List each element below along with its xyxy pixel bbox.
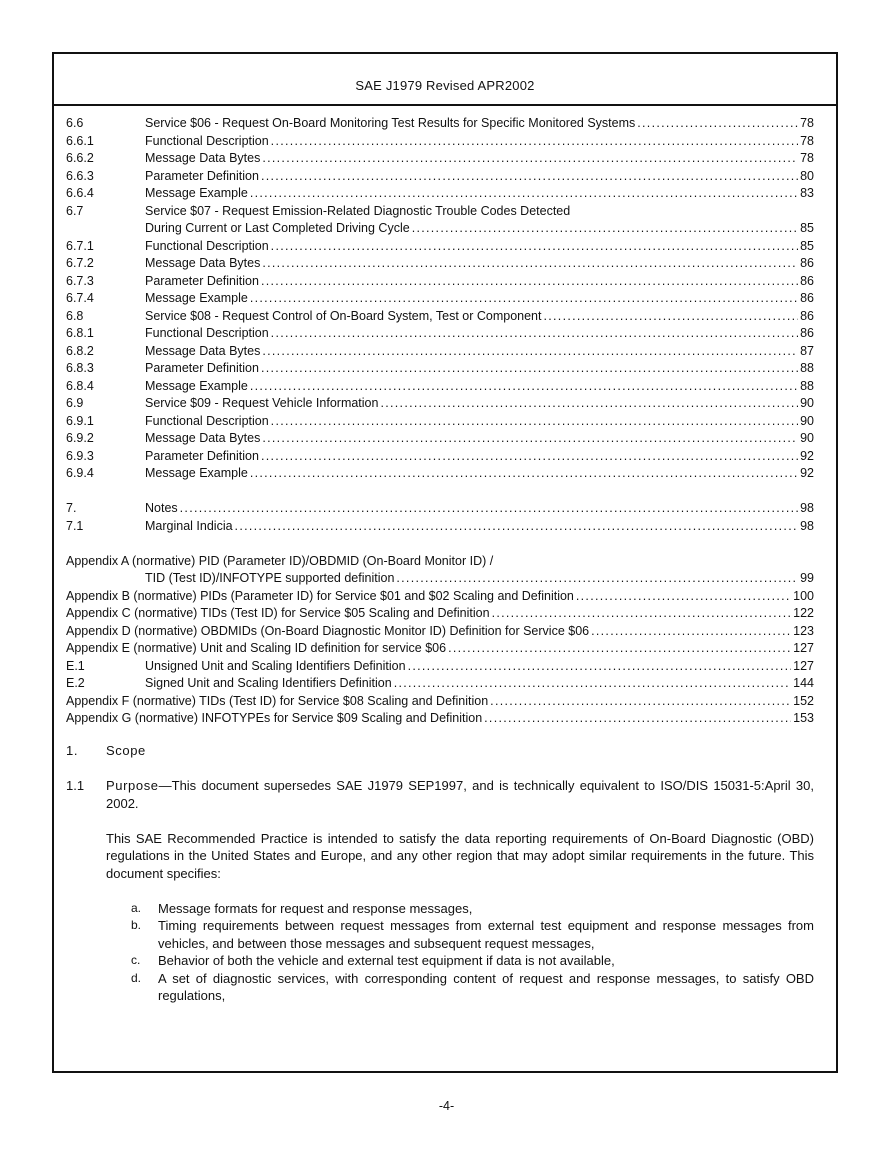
toc-entry-body (66, 588, 814, 606)
toc-entry-page: 88 (800, 378, 814, 393)
toc-entry[interactable] (66, 203, 814, 221)
toc-dot-leader (250, 465, 798, 483)
toc-entry-number: 6.7 (66, 203, 84, 218)
toc-entry-number: 6.9 (66, 396, 84, 410)
toc-entry-page: 92 (800, 448, 814, 463)
toc-entry-page: 86 (800, 256, 814, 270)
subsection-number: 1.1 (66, 778, 85, 793)
toc-entry-title: Functional Description (145, 238, 269, 253)
toc-entry-body (66, 553, 814, 571)
toc-entry-body (145, 203, 814, 221)
list-item (131, 917, 814, 952)
toc-entry-title: Marginal Indicia (145, 518, 233, 533)
toc-entry-number: 6.6.2 (66, 151, 94, 165)
toc-entry-title: Service $08 - Request Control of On-Board System, Test or Component (145, 308, 542, 323)
section-number: 1. (66, 743, 79, 758)
toc-entry-page: 92 (800, 466, 814, 480)
toc-entry-page: 90 (800, 431, 814, 445)
toc-dot-leader (271, 238, 798, 256)
toc-entry-title: Appendix G (normative) INFOTYPEs for Service $09 Scaling and Definition (66, 711, 483, 725)
toc-entry[interactable] (66, 343, 814, 361)
document-body (66, 742, 814, 1005)
toc-dot-leader (271, 325, 798, 343)
toc-entry-title: Parameter Definition (145, 361, 259, 375)
toc-entry-body (145, 360, 814, 378)
toc-entry-number: 6.6.4 (66, 186, 94, 200)
toc-entry-number: 6.8.4 (66, 378, 94, 393)
toc-entry-number: E.2 (66, 676, 85, 690)
toc-entry-page: 144 (793, 676, 814, 690)
toc-entry-title: Message Example (145, 186, 248, 200)
toc-entry-title: Functional Description (145, 326, 269, 340)
toc-dot-leader (261, 168, 798, 186)
toc-entry[interactable] (66, 238, 814, 256)
header-band (54, 54, 836, 106)
toc-entry-page: 100 (793, 588, 814, 603)
toc-entry-number: 6.6.3 (66, 168, 94, 183)
toc-dot-leader (250, 185, 798, 203)
toc-entry[interactable] (66, 115, 814, 133)
toc-entry[interactable] (66, 640, 814, 658)
toc-entry-page: 90 (800, 396, 814, 410)
toc-entry-title: Signed Unit and Scaling Identifiers Definition (145, 676, 392, 690)
toc-entry-number: 6.7.2 (66, 256, 94, 270)
toc-entry-title: Appendix D (normative) OBDMIDs (On-Board Diagnostic Monitor ID) Definition for Service $06 (66, 623, 590, 638)
toc-entry-number: 6.9.1 (66, 413, 94, 428)
toc-entry[interactable] (66, 430, 814, 448)
toc-entry-number: 6.7.1 (66, 238, 94, 253)
toc-entry-title: Notes (145, 501, 178, 515)
toc-entry-body (66, 623, 814, 641)
toc-entry-page: 83 (800, 186, 814, 200)
toc-entry-body (145, 220, 814, 238)
toc-entry-page: 88 (800, 361, 814, 375)
toc-entry-title: Message Data Bytes (145, 256, 261, 270)
subsection-lead: Purpose (106, 778, 159, 793)
toc-entry-page: 85 (800, 238, 814, 253)
toc-entry-title: Appendix F (normative) TIDs (Test ID) for Service $08 Scaling and Definition (66, 693, 489, 708)
toc-entry-number: 6.8 (66, 308, 84, 323)
table-of-contents (66, 115, 814, 728)
toc-entry[interactable] (66, 290, 814, 308)
toc-entry-number: 6.6 (66, 116, 84, 130)
toc-dot-leader (591, 623, 791, 641)
toc-entry-body (145, 395, 814, 413)
toc-entry-title: During Current or Last Completed Driving Cycle (145, 221, 410, 235)
toc-dot-leader (271, 133, 798, 151)
toc-entry[interactable] (66, 308, 814, 326)
toc-entry-page: 86 (800, 308, 814, 323)
toc-entry[interactable] (66, 395, 814, 413)
toc-entry-title: Parameter Definition (145, 448, 259, 463)
toc-entry-page: 78 (800, 116, 814, 130)
toc-dot-leader (262, 255, 798, 273)
toc-entry[interactable] (66, 518, 814, 536)
toc-entry[interactable] (66, 273, 814, 291)
list-marker: b. (131, 918, 142, 932)
toc-dot-leader (180, 500, 798, 518)
toc-dot-leader (408, 658, 792, 676)
toc-dot-leader (380, 395, 798, 413)
list-item-text: A set of diagnostic services, with corresponding content of request and response messages, to satisfy OBD regulations, (158, 970, 814, 1003)
toc-entry-body (145, 133, 814, 151)
toc-entry-body (145, 308, 814, 326)
toc-entry-page: 98 (800, 518, 814, 533)
toc-entry-page: 78 (800, 151, 814, 165)
toc-entry-body (145, 378, 814, 396)
toc-entry[interactable] (66, 605, 814, 623)
toc-entry-number: 7.1 (66, 518, 84, 533)
toc-entry-title: Appendix C (normative) TIDs (Test ID) for Service $05 Scaling and Definition (66, 606, 490, 620)
toc-entry-number: 6.9.4 (66, 466, 94, 480)
toc-entry-body (145, 570, 814, 588)
toc-entry-title: Parameter Definition (145, 168, 259, 183)
toc-entry-title: Appendix E (normative) Unit and Scaling ID definition for service $06 (66, 641, 447, 655)
toc-entry-title: Message Example (145, 291, 248, 305)
toc-dot-leader (484, 710, 791, 728)
toc-entry-body (145, 518, 814, 536)
toc-entry[interactable] (66, 255, 814, 273)
toc-entry[interactable] (66, 220, 814, 238)
toc-entry-page: 86 (800, 326, 814, 340)
toc-entry-title: Service $06 - Request On-Board Monitoring Test Results for Specific Monitored Systems (145, 116, 636, 130)
toc-entry-body (66, 710, 814, 728)
toc-dot-leader (262, 430, 798, 448)
toc-entry-page: 85 (800, 221, 814, 235)
list-item (131, 900, 814, 918)
toc-entry[interactable] (66, 588, 814, 606)
toc-dot-leader (250, 290, 798, 308)
list-item (131, 952, 814, 970)
toc-entry-page: 98 (800, 501, 814, 515)
toc-spacer (66, 483, 814, 501)
toc-entry-body (145, 465, 814, 483)
toc-entry-body (66, 640, 814, 658)
toc-entry-page: 86 (800, 291, 814, 305)
toc-entry-body (145, 255, 814, 273)
page-number: -4- (438, 1099, 455, 1113)
toc-entry[interactable] (66, 448, 814, 466)
toc-entry-title: Appendix B (normative) PIDs (Parameter ID) for Service $01 and $02 Scaling and Definition (66, 588, 574, 603)
toc-entry-page: 153 (793, 711, 814, 725)
toc-dot-leader (448, 640, 791, 658)
toc-entry[interactable] (66, 570, 814, 588)
toc-entry-body (66, 605, 814, 623)
section-title: Scope (106, 743, 146, 758)
toc-entry-body (145, 448, 814, 466)
toc-entry-body (145, 168, 814, 186)
toc-dot-leader (271, 413, 798, 431)
toc-dot-leader (250, 378, 798, 396)
toc-entry[interactable] (66, 675, 814, 693)
toc-entry-title: Message Example (145, 378, 248, 393)
toc-dot-leader (576, 588, 791, 606)
toc-entry[interactable] (66, 360, 814, 378)
toc-entry-number: 6.9.3 (66, 448, 94, 463)
toc-dot-leader (637, 115, 798, 133)
toc-dot-leader (261, 360, 798, 378)
scope-paragraph: This SAE Recommended Practice is intended to satisfy the data reporting requirements of On-Board Diagnostic (OBD) regulations in the United States and Europe, and any other region that may adopt similar requirements in the future. This document specifies: (106, 830, 814, 881)
toc-entry[interactable] (66, 693, 814, 711)
toc-entry[interactable] (66, 413, 814, 431)
list-item-text: Message formats for request and response messages, (158, 900, 473, 916)
toc-entry-title: Message Data Bytes (145, 151, 261, 165)
section-heading (66, 742, 814, 760)
toc-entry-title: Message Example (145, 466, 248, 480)
toc-dot-leader (261, 273, 798, 291)
toc-entry-title: Message Data Bytes (145, 431, 261, 445)
toc-entry[interactable] (66, 553, 814, 571)
toc-entry-number: 6.9.2 (66, 431, 94, 445)
toc-entry-page: 78 (800, 133, 814, 148)
list-marker: a. (131, 900, 142, 915)
toc-entry-body (145, 290, 814, 308)
toc-entry-title: Parameter Definition (145, 273, 259, 288)
toc-entry-page: 127 (793, 641, 814, 655)
toc-entry-body (145, 430, 814, 448)
toc-entry-body (66, 693, 814, 711)
toc-dot-leader (490, 693, 791, 711)
subsection-text (106, 777, 814, 812)
toc-dot-leader (261, 448, 798, 466)
toc-entry-page: 86 (800, 273, 814, 288)
toc-entry-title: Service $09 - Request Vehicle Information (145, 396, 379, 410)
toc-entry-page: 127 (793, 658, 814, 673)
toc-entry-body (145, 115, 814, 133)
toc-entry-page: 99 (800, 571, 814, 585)
toc-entry-body (145, 658, 814, 676)
toc-dot-leader (543, 308, 798, 326)
toc-entry-page: 87 (800, 343, 814, 358)
toc-entry-title: TID (Test ID)/INFOTYPE supported definition (145, 571, 395, 585)
toc-entry-body (145, 325, 814, 343)
list-item-text: Timing requirements between request messages from external test equipment and response messages from vehicles, and between those messages and subsequent request messages, (158, 918, 814, 951)
toc-entry-page: 123 (793, 623, 814, 638)
toc-entry-body (145, 273, 814, 291)
toc-dot-leader (262, 343, 798, 361)
toc-entry[interactable] (66, 500, 814, 518)
toc-entry[interactable] (66, 623, 814, 641)
toc-entry-body (145, 675, 814, 693)
toc-spacer (66, 535, 814, 553)
toc-entry-body (145, 413, 814, 431)
list-marker: c. (131, 953, 141, 967)
toc-entry-page: 122 (793, 606, 814, 620)
toc-entry-number: 6.8.3 (66, 361, 94, 375)
toc-entry[interactable] (66, 465, 814, 483)
toc-entry-body (145, 343, 814, 361)
toc-entry-page: 90 (800, 413, 814, 428)
list-marker: d. (131, 970, 142, 985)
toc-entry[interactable] (66, 378, 814, 396)
toc-entry-body (145, 500, 814, 518)
toc-entry-title: Service $07 - Request Emission-Related Diagnostic Trouble Codes Detected (145, 203, 571, 218)
list-item-text: Behavior of both the vehicle and external test equipment if data is not available, (158, 953, 615, 968)
subsection-body: —This document supersedes SAE J1979 SEP1997, and is technically equivalent to ISO/DIS 15031-5:April 30, 2002. (106, 778, 814, 811)
toc-dot-leader (396, 570, 798, 588)
toc-entry[interactable] (66, 185, 814, 203)
toc-entry[interactable] (66, 150, 814, 168)
toc-entry-title: Functional Description (145, 413, 269, 428)
toc-entry-number: 6.6.1 (66, 133, 94, 148)
toc-entry[interactable] (66, 325, 814, 343)
toc-dot-leader (412, 220, 798, 238)
toc-entry-number: 6.8.2 (66, 343, 94, 358)
toc-entry-title: Unsigned Unit and Scaling Identifiers Definition (145, 658, 406, 673)
toc-entry-page: 152 (793, 693, 814, 708)
toc-entry-title: Functional Description (145, 133, 269, 148)
toc-entry-number: 6.7.4 (66, 291, 94, 305)
toc-entry[interactable] (66, 710, 814, 728)
toc-entry-number: 6.8.1 (66, 326, 94, 340)
toc-entry-page: 80 (800, 168, 814, 183)
toc-entry[interactable] (66, 168, 814, 186)
document-title: SAE J1979 Revised APR2002 (355, 78, 535, 93)
toc-entry-body (145, 238, 814, 256)
toc-entry-title: Appendix A (normative) PID (Parameter ID)/OBDMID (On-Board Monitor ID) / (66, 553, 494, 568)
toc-entry-number: 6.7.3 (66, 273, 94, 288)
list-item (131, 970, 814, 1005)
toc-dot-leader (262, 150, 798, 168)
page-frame (52, 52, 838, 1073)
toc-entry[interactable] (66, 133, 814, 151)
toc-dot-leader (394, 675, 791, 693)
toc-entry-title: Message Data Bytes (145, 343, 261, 358)
toc-dot-leader (492, 605, 792, 623)
subsection-1-1 (66, 777, 814, 812)
toc-entry-number: E.1 (66, 658, 85, 673)
toc-entry-body (145, 185, 814, 203)
toc-dot-leader (235, 518, 799, 536)
toc-entry[interactable] (66, 658, 814, 676)
toc-entry-number: 7. (66, 501, 77, 515)
toc-entry-body (145, 150, 814, 168)
specification-list (131, 900, 814, 1005)
